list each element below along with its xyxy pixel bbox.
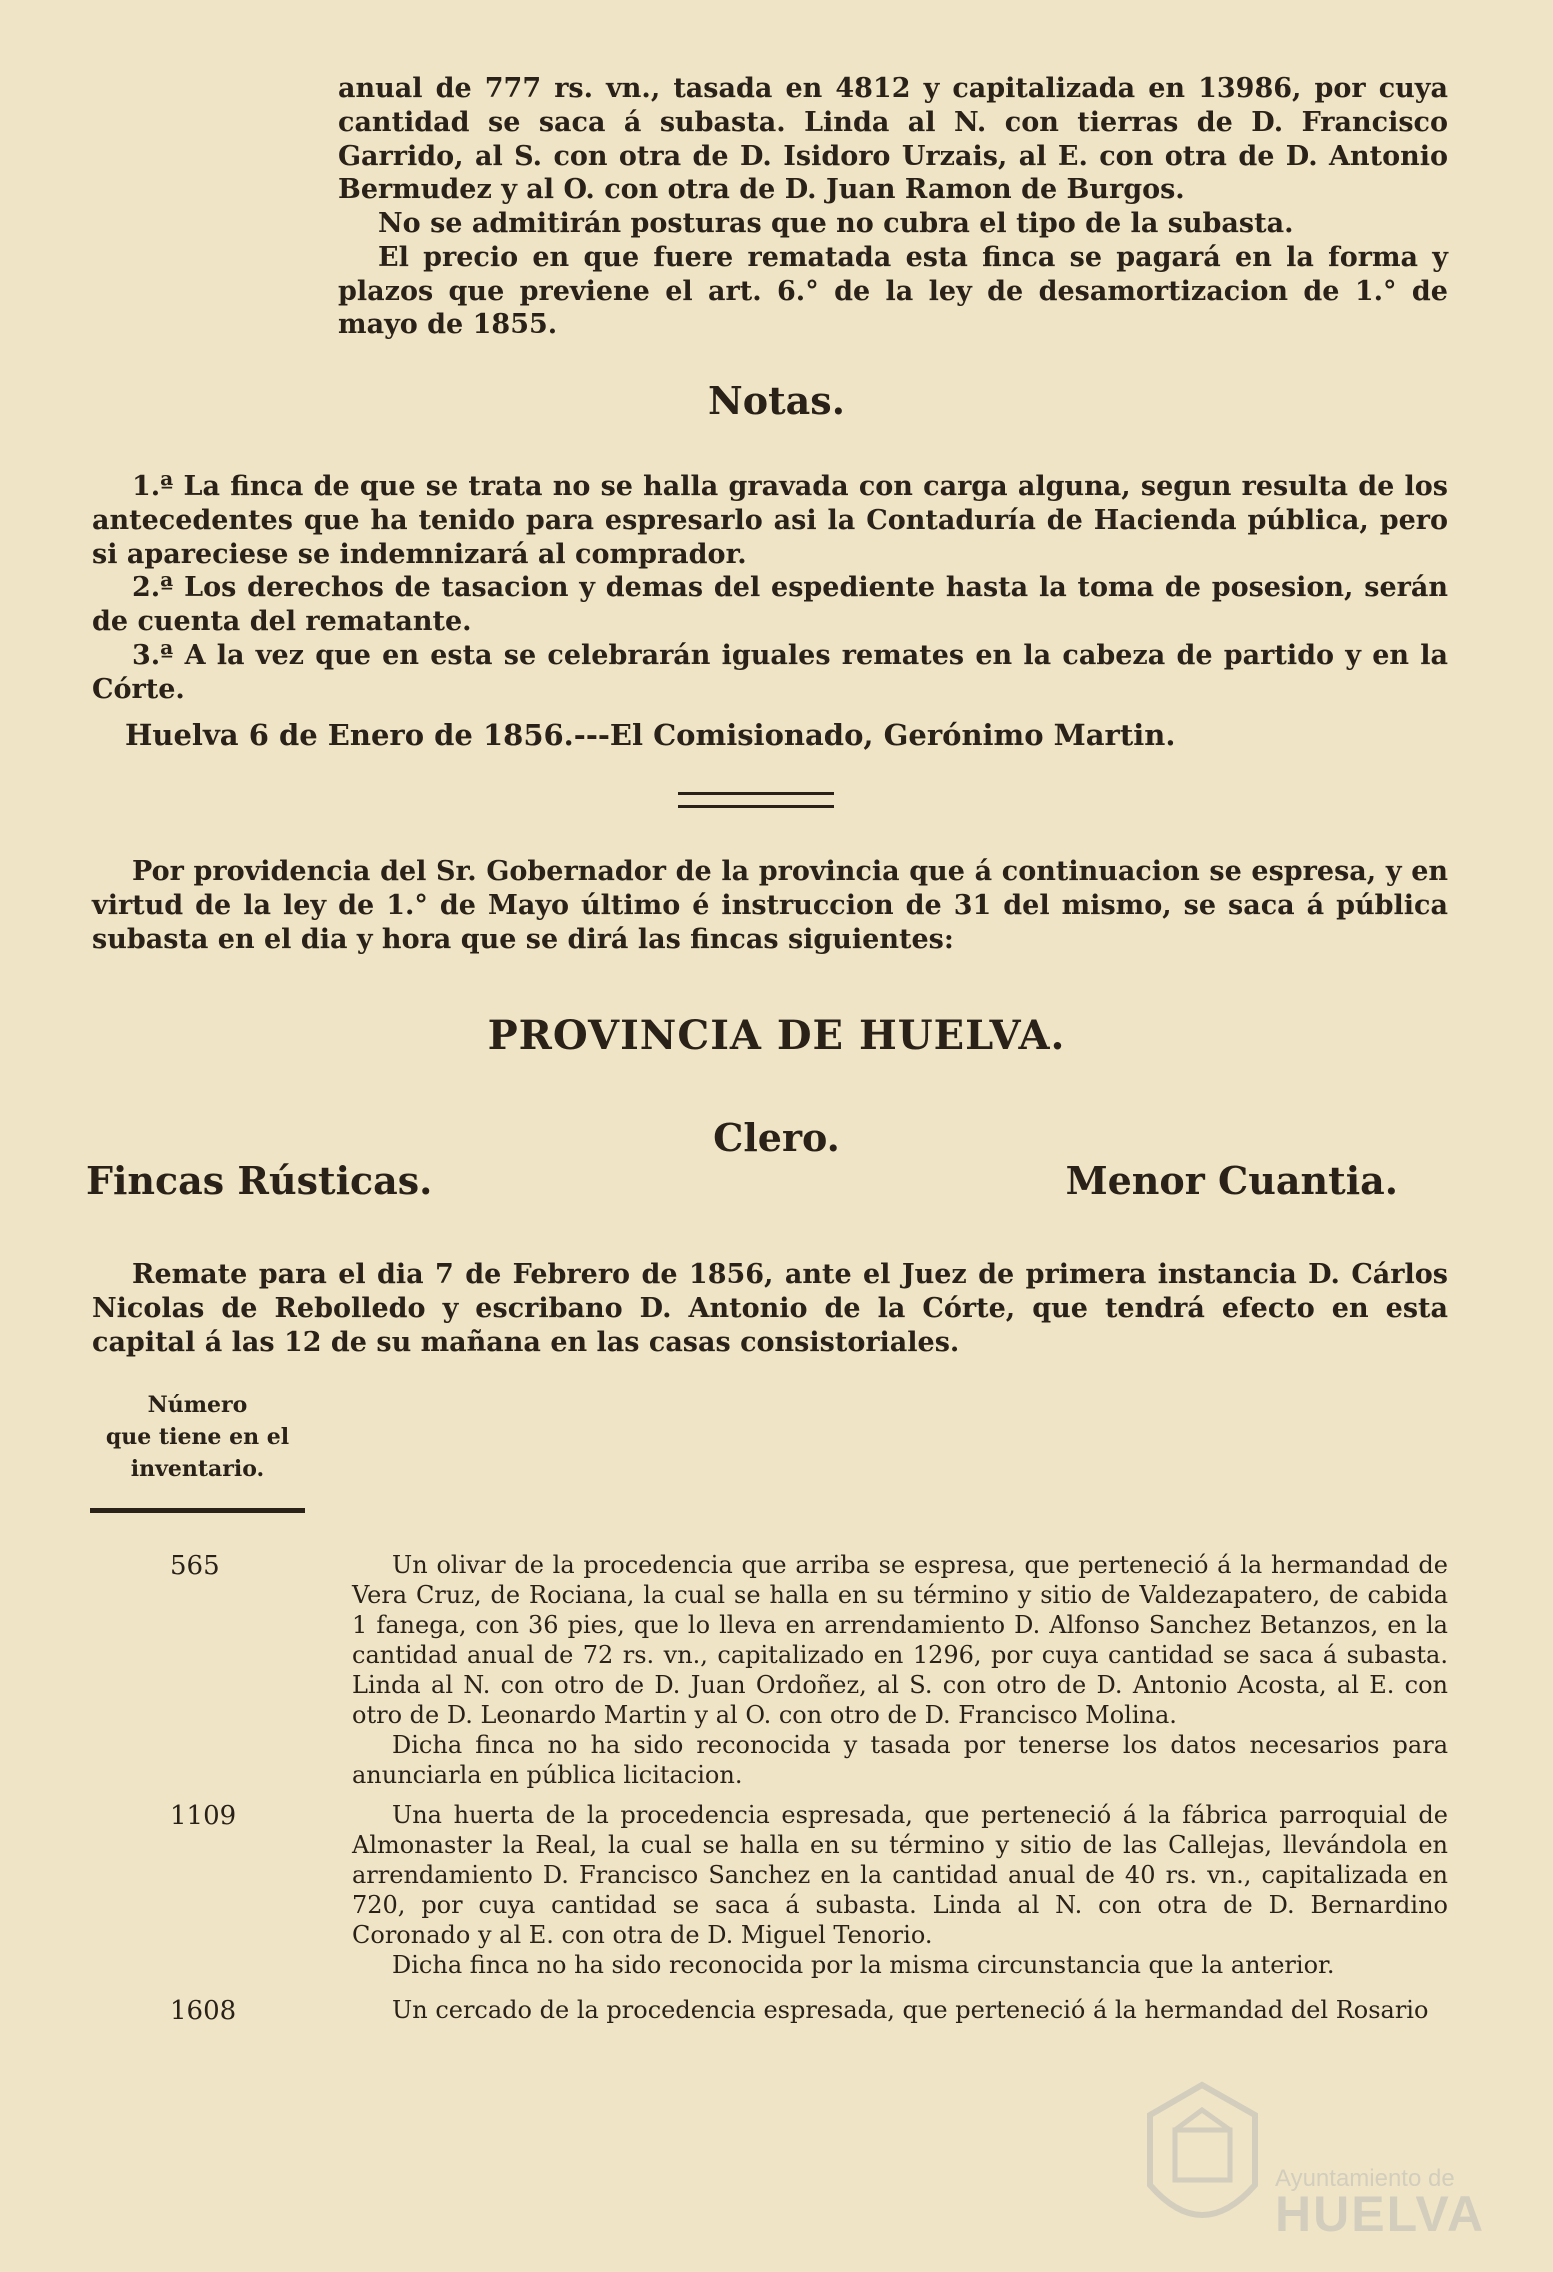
city-seal-icon: [1140, 2075, 1265, 2245]
entry-description: Un cercado de la procedencia espresada, que perteneció á la hermandad del Rosario: [392, 1996, 1429, 2024]
top-paragraph-payment: El precio en que fuere rematada esta finca se pagará en la forma y plazos que previene el art. 6.° de la ley de desamortizacion de 1.° de mayo de 1855.: [338, 241, 1448, 341]
column-header-line: que tiene en el: [105, 1423, 290, 1450]
section-divider: [678, 792, 834, 808]
entry-description: Un olivar de la procedencia que arriba se espresa, que perteneció á la hermandad de Vera Cruz, de Rociana, la cual se halla en su término y sitio de Valdezapatero, de cabida 1 fanega, con 36 pies, que lo lleva en arrendamiento D. Alfonso Sanchez Betanzos, en la cantidad anual de 72 rs. vn., capitalizado en 1296, por cuya cantidad se saca á subasta. Linda al N. con otro de D. Juan Ordoñez, al S. con otro de D. Antonio Acosta, al E. con otro de D. Leonardo Martin y al O. con otro de D. Francisco Molina.: [352, 1551, 1448, 1729]
intro-text: Por providencia del Sr. Gobernador de la provincia que á continuacion se espresa, y en virtud de la ley de 1.° de Mayo último é instruccion de 31 del mismo, se saca á pública subasta en el dia y hora que se dirá las fincas siguientes:: [92, 856, 1448, 955]
watermark-line-2: HUELVA: [1275, 2186, 1486, 2242]
top-paragraph: [338, 72, 1448, 342]
notas-list: [92, 470, 1448, 706]
top-paragraph-condition: No se admitirán posturas que no cubra el tipo de la subasta.: [378, 208, 1294, 239]
ayuntamiento-watermark: [1140, 2065, 1486, 2255]
entry-note: Dicha finca no ha sido reconocida por la misma circunstancia que la anterior.: [392, 1951, 1335, 1979]
inventory-entry: [170, 1995, 1448, 2025]
column-header-line: inventario.: [130, 1455, 265, 1482]
cuantia-heading: Menor Cuantia.: [1065, 1158, 1398, 1203]
watermark-line-1: Ayuntamiento de: [1275, 2165, 1455, 2192]
entry-number: 1109: [170, 1801, 237, 1831]
top-paragraph-text: anual de 777 rs. vn., tasada en 4812 y capitalizada en 13986, por cuya cantidad se saca á subasta. Linda al N. con tierras de D. Francisco Garrido, al S. con otra de D. Isidoro Urzais, al E. con otra de D. Antonio Bermudez y al O. con otra de D. Juan Ramon de Burgos.: [338, 73, 1448, 206]
inventory-entry: [170, 1800, 1448, 1980]
fincas-heading: Fincas Rústicas.: [86, 1158, 433, 1203]
remate-text: Remate para el dia 7 de Febrero de 1856, ante el Juez de primera instancia D. Cárlos Nicolas de Rebolledo y escribano D. Antonio de la Córte, que tendrá efecto en esta capital á las 12 de su mañana en las casas consistoriales.: [92, 1259, 1448, 1358]
remate-paragraph: [92, 1258, 1448, 1359]
nota-item: 3.ª A la vez que en esta se celebrarán iguales remates en la cabeza de partido y en la Córte.: [92, 639, 1448, 705]
intro-paragraph: [92, 855, 1448, 956]
column-header-line: Número: [147, 1392, 248, 1418]
entry-number: 1608: [170, 1996, 237, 2026]
province-heading: PROVINCIA DE HUELVA.: [487, 1012, 1066, 1059]
entry-note: Dicha finca no ha sido reconocida y tasada por tenerse los datos necesarios para anunciarla en pública licitacion.: [352, 1731, 1448, 1789]
column-header-rule: [90, 1508, 305, 1513]
inventory-entry: [170, 1550, 1448, 1790]
nota-item: 2.ª Los derechos de tasacion y demas del espediente hasta la toma de posesion, serán de cuenta del rematante.: [92, 572, 1448, 637]
inventory-column-header: [90, 1390, 305, 1486]
notas-title: Notas.: [708, 378, 845, 423]
nota-item: 1.ª La finca de que se trata no se halla gravada con carga alguna, segun resulta de los antecedentes que ha tenido para espresarlo asi la Contaduría de Hacienda pública, pero si apareciese se indemnizará al comprador.: [92, 471, 1448, 570]
entry-description: Una huerta de la procedencia espresada, que perteneció á la fábrica parroquial de Almonaster la Real, la cual se halla en su término y sitio de las Callejas, llevándola en arrendamiento D. Francisco Sanchez en la cantidad anual de 40 rs. vn., capitalizada en 720, por cuya cantidad se saca á subasta. Linda al N. con otra de D. Bernardino Coronado y al E. con otra de D. Miguel Tenorio.: [352, 1801, 1448, 1949]
signature-line: Huelva 6 de Enero de 1856.---El Comisionado, Gerónimo Martin.: [125, 718, 1176, 752]
entry-number: 565: [170, 1551, 220, 1581]
clero-heading: Clero.: [713, 1115, 840, 1160]
